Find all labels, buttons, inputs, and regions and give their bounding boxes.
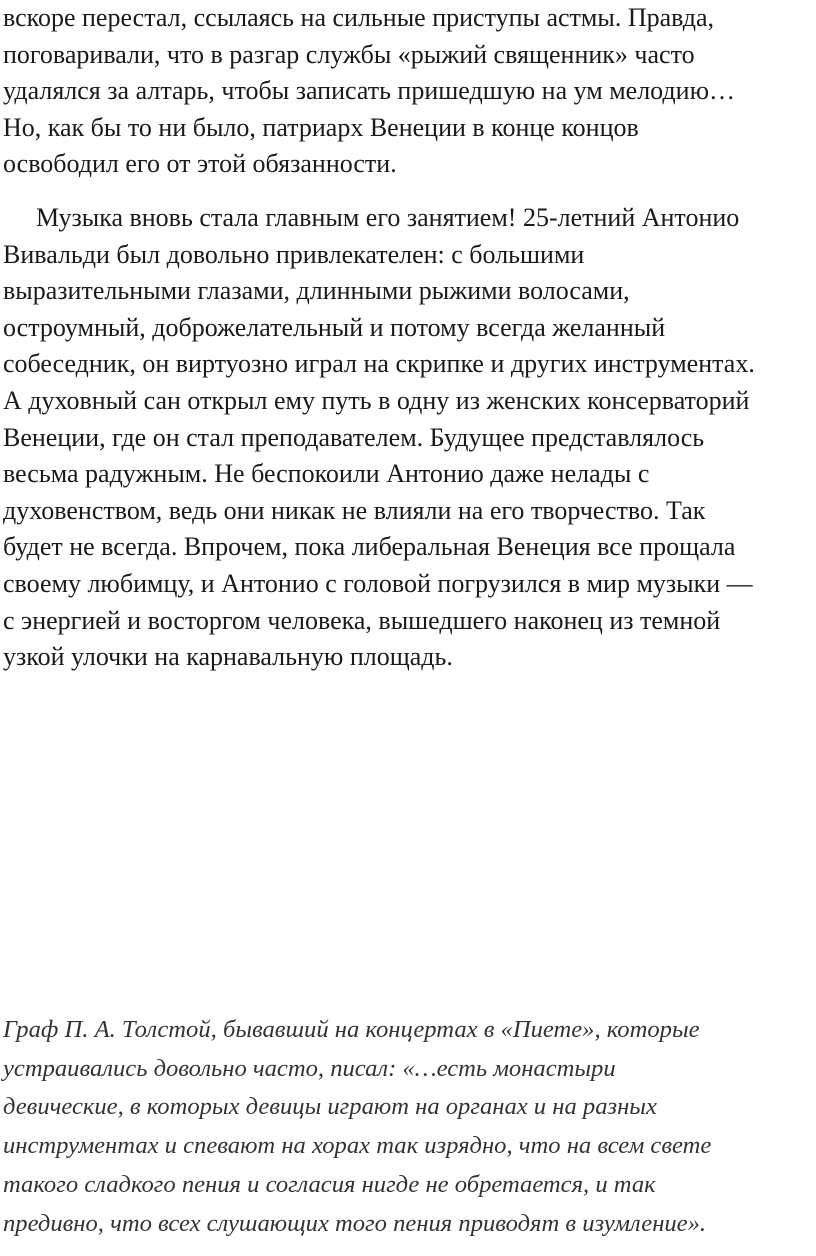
text-line: вскоре перестал, ссылаясь на сильные приступы астмы. Правда, <box>3 3 715 32</box>
text-line: своему любимцу, и Антонио с головой погрузился в мир музыки — <box>3 568 753 598</box>
text-line: остроумный, доброжелательный и потому всегда желанный <box>3 312 666 342</box>
text-line: удалялся за алтарь, чтобы записать пришедшую на ум мелодию… <box>3 76 735 106</box>
text-line: узкой улочки на карнавальную площадь. <box>3 642 453 672</box>
text-line: Музыка вновь стала главным его занятием! 25-летний Антонио <box>36 203 740 232</box>
text-line: весьма радужным. Не беспокоили Антонио даже нелады с <box>3 459 650 489</box>
quote-line: девические, в которых девицы играют на органах и на разных <box>3 1093 657 1121</box>
text-line: Венеции, где он стал преподавателем. Будущее представлялось <box>3 422 705 452</box>
quote-line: Граф П. А. Толстой, бывавший на концертах в «Пиете», которые <box>3 1016 700 1043</box>
text-line: поговаривали, что в разгар службы «рыжий священник» часто <box>3 39 695 69</box>
text-line: выразительными глазами, длинными рыжими волосами, <box>3 276 630 306</box>
paragraph-continuation <box>3 0 735 183</box>
text-line: Но, как бы то ни было, патриарх Венеции в конце концов <box>3 112 639 142</box>
quote-line: инструментах и спевают на хорах так изрядно, что на всем свете <box>3 1132 712 1160</box>
text-line: А духовный сан открыл ему путь в одну из женских консерваторий <box>3 385 750 415</box>
quote-line: такого сладкого пения и согласия нигде не обретается, и так <box>3 1170 656 1198</box>
text-line: будет не всегда. Впрочем, пока либеральная Венеция все прощала <box>3 532 736 562</box>
text-line: с энергией и восторгом человека, вышедшего наконец из темной <box>3 605 721 635</box>
paragraph-vivaldi-music <box>3 200 755 676</box>
quote-line: предивно, что всех слушающих того пения приводят в изумление». <box>3 1209 707 1237</box>
text-line: собеседник, он виртуозно играл на скрипке и других инструментах. <box>3 349 755 379</box>
quote-tolstoy <box>3 1011 711 1243</box>
text-line: Вивальди был довольно привлекателен: с большими <box>3 239 585 269</box>
text-line: освободил его от этой обязанности. <box>3 149 397 179</box>
quote-line: устраивались довольно часто, писал: «…есть монастыри <box>3 1054 616 1082</box>
text-line: духовенством, ведь они никак не влияли на его творчество. Так <box>3 495 706 525</box>
